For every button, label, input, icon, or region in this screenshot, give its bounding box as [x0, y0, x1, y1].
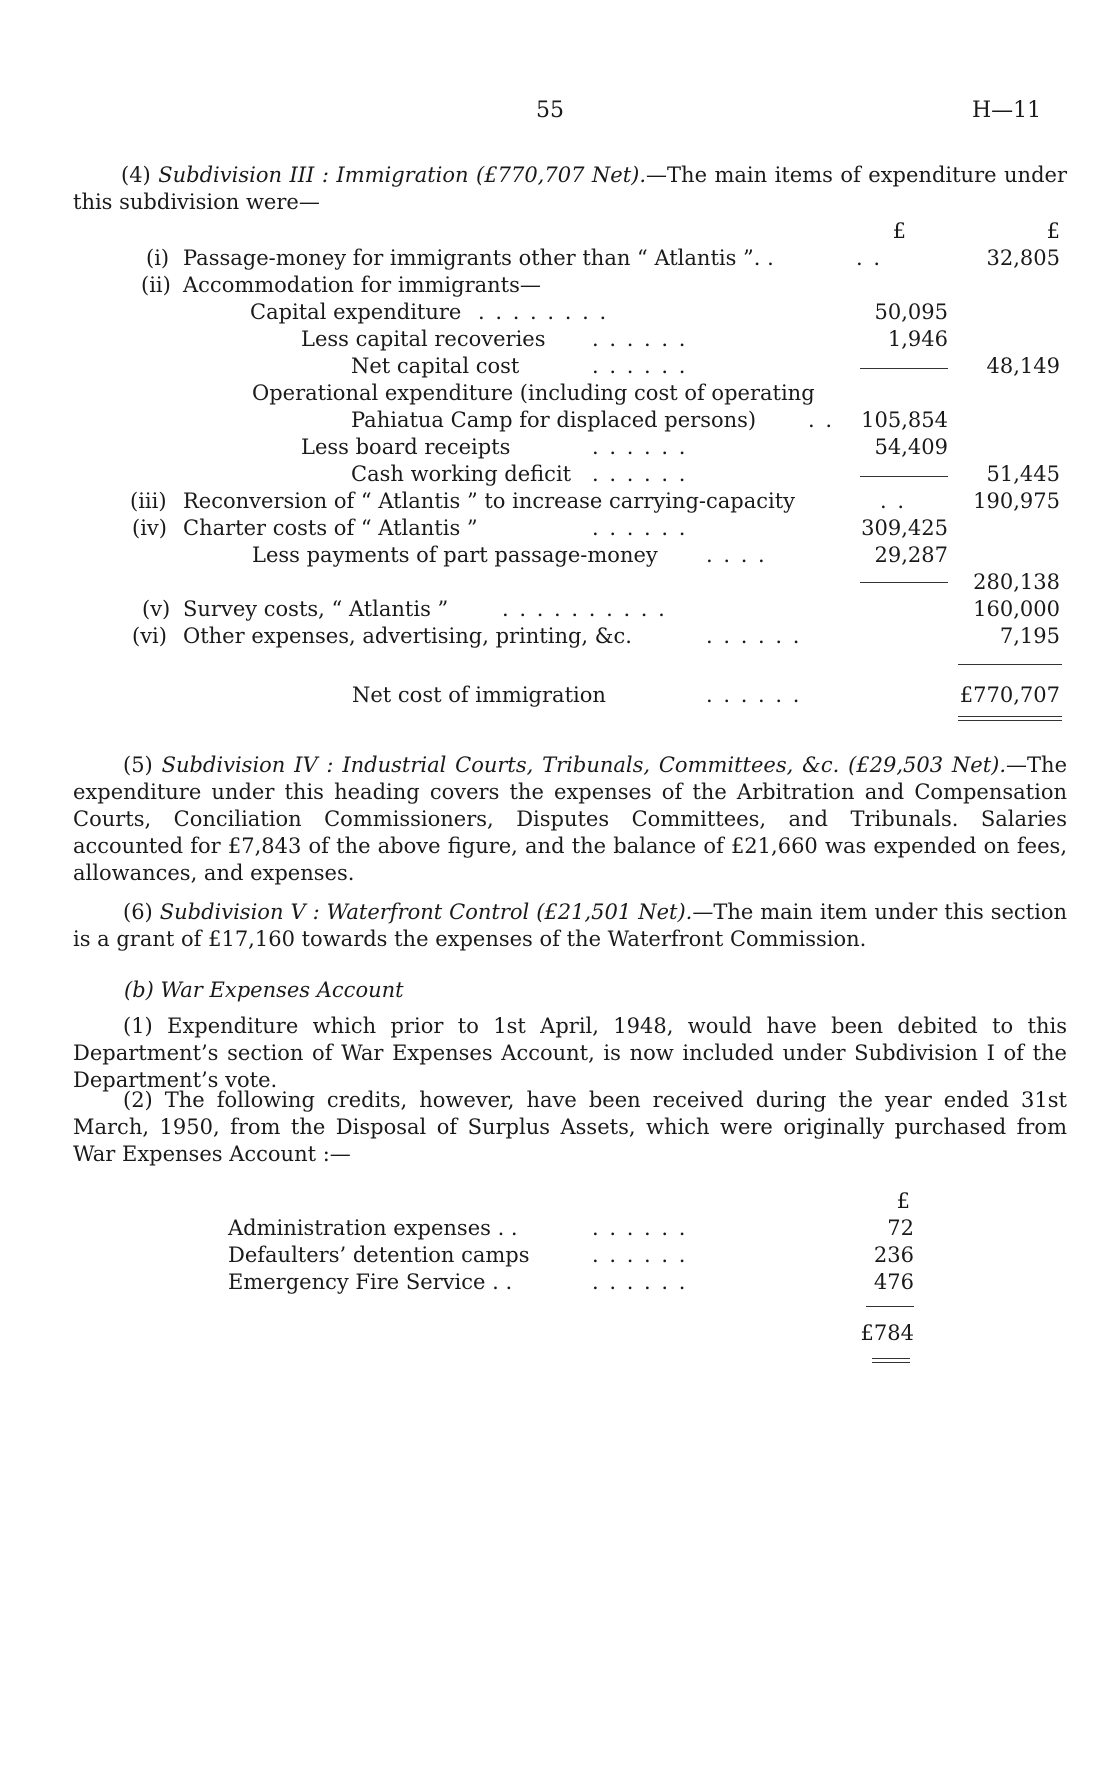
leader-dots: . . . . . . [592, 462, 688, 486]
line-text: Net capital cost [351, 354, 520, 378]
line-value: 105,854 [861, 408, 948, 432]
leader-dots: . . . . . . [706, 624, 802, 648]
war-expenses-paragraph-1: (1) Expenditure which prior to 1st April, 1948, would have been debited to this Department’s section of War Expenses Account, is now included under Subdivision I of the Department’s vote. [73, 1014, 1067, 1092]
section-heading: Subdivision IV : Industrial Courts, Tribunals, Committees, &c. (£29,503 Net). [161, 753, 1007, 777]
section-heading: Subdivision III : Immigration (£770,707 Net). [158, 163, 647, 187]
leader-dots: . . . . [706, 543, 767, 567]
section-number: (5) [123, 753, 153, 777]
line-text: Capital expenditure [250, 300, 462, 324]
subdivision-iv-paragraph [73, 752, 1067, 887]
subsection-title: War Expenses Account [160, 978, 404, 1002]
section-body: —The expenditure under this heading covers the expenses of the Arbitration and Compensation Courts, Conciliation Commissioners, Disputes Committees, and Tribunals. Salaries accounted for £7,843 of the above figure, and the balance of £21,660 was expended on fees, allowances, and expenses. [73, 753, 1067, 885]
leader-dots: . . [808, 408, 835, 432]
item-label: (ii) [141, 273, 171, 297]
column-head-pounds: £ [1046, 219, 1060, 243]
line-value: 309,425 [861, 516, 948, 540]
item-text: Passage-money for immigrants other than “ Atlantis ”. . [183, 246, 774, 270]
subtotal-rule [860, 368, 948, 369]
leader-dots: . . [856, 246, 883, 270]
section-heading: Subdivision V : Waterfront Control (£21,501 Net). [159, 900, 693, 924]
net-cost-total: £770,707 [959, 683, 1060, 707]
subtotal-rule [860, 476, 948, 477]
item-label: (i) [146, 246, 170, 270]
item-label: (v) [142, 597, 171, 621]
leader-dots: . . . . . . [592, 1270, 688, 1294]
line-text: Pahiatua Camp for displaced persons) [351, 408, 757, 432]
leader-dots: . . . . . . [592, 435, 688, 459]
line-text: Operational expenditure (including cost of operating [252, 381, 815, 405]
line-value: 50,095 [874, 300, 948, 324]
leader-dots: . . . . . . [592, 516, 688, 540]
double-rule [872, 1358, 910, 1359]
subsection-label: (b) [124, 978, 154, 1002]
credit-label: Administration expenses . . [228, 1216, 518, 1240]
document-reference: H—11 [972, 98, 1042, 123]
item-text: Charter costs of “ Atlantis ” [183, 516, 478, 540]
leader-dots: . . . . . . [592, 327, 688, 351]
line-text: Less payments of part passage-money [252, 543, 658, 567]
column-head-pounds: £ [896, 1189, 910, 1213]
credit-label: Emergency Fire Service . . [228, 1270, 513, 1294]
item-label: (iii) [130, 489, 167, 513]
line-text: Cash working deficit [351, 462, 572, 486]
leader-dots: . . [880, 489, 907, 513]
credits-total: £784 [860, 1321, 914, 1345]
double-rule [958, 720, 1062, 721]
line-value: 54,409 [874, 435, 948, 459]
double-rule [958, 716, 1062, 717]
leader-dots: . . . . . . [592, 1216, 688, 1240]
item-text: Accommodation for immigrants— [183, 273, 541, 297]
leader-dots: . . . . . . . . [478, 300, 609, 324]
item-label: (vi) [132, 624, 167, 648]
leader-dots: . . . . . . . . . . [502, 597, 667, 621]
credit-value: 72 [887, 1216, 914, 1240]
total-rule [958, 664, 1062, 665]
section-number: (6) [123, 900, 153, 924]
page-number: 55 [536, 98, 564, 123]
credit-label: Defaulters’ detention camps [228, 1243, 530, 1267]
section-number: (4) [121, 163, 151, 187]
total-rule [866, 1306, 914, 1307]
item-text: Reconversion of “ Atlantis ” to increase carrying-capacity [183, 489, 796, 513]
leader-dots: . . . . . . [592, 1243, 688, 1267]
item-label: (iv) [132, 516, 167, 540]
leader-dots: . . . . . . [706, 683, 802, 707]
credit-value: 236 [873, 1243, 914, 1267]
line-text: Less board receipts [301, 435, 511, 459]
war-expenses-paragraph-2: (2) The following credits, however, have been received during the year ended 31st March, 1950, from the Disposal of Surplus Assets, which were originally purchased from War Expenses Account :— [73, 1088, 1067, 1166]
subdivision-iii-intro [73, 162, 1067, 216]
item-text: Other expenses, advertising, printing, &c. [183, 624, 632, 648]
subdivision-v-paragraph [73, 899, 1067, 953]
item-text: Survey costs, “ Atlantis ” [183, 597, 449, 621]
item-total: 280,138 [973, 570, 1060, 594]
line-value: 1,946 [887, 327, 948, 351]
column-head-pounds: £ [892, 219, 906, 243]
line-total: 51,445 [986, 462, 1060, 486]
line-text: Less capital recoveries [301, 327, 546, 351]
credit-value: 476 [873, 1270, 914, 1294]
section-intro: —The main items of expenditure under this subdivision were— [73, 163, 1067, 214]
item-total: 190,975 [973, 489, 1060, 513]
line-total: 48,149 [986, 354, 1060, 378]
item-total: 32,805 [986, 246, 1060, 270]
line-value: 29,287 [874, 543, 948, 567]
subtotal-rule [860, 582, 948, 583]
item-total: 160,000 [973, 597, 1060, 621]
war-expenses-heading [124, 977, 404, 1004]
item-total: 7,195 [999, 624, 1060, 648]
net-cost-label: Net cost of immigration [352, 683, 606, 707]
leader-dots: . . . . . . [592, 354, 688, 378]
double-rule [872, 1362, 910, 1363]
section-body: —The main item under this section is a grant of £17,160 towards the expenses of the Waterfront Commission. [73, 900, 1067, 951]
